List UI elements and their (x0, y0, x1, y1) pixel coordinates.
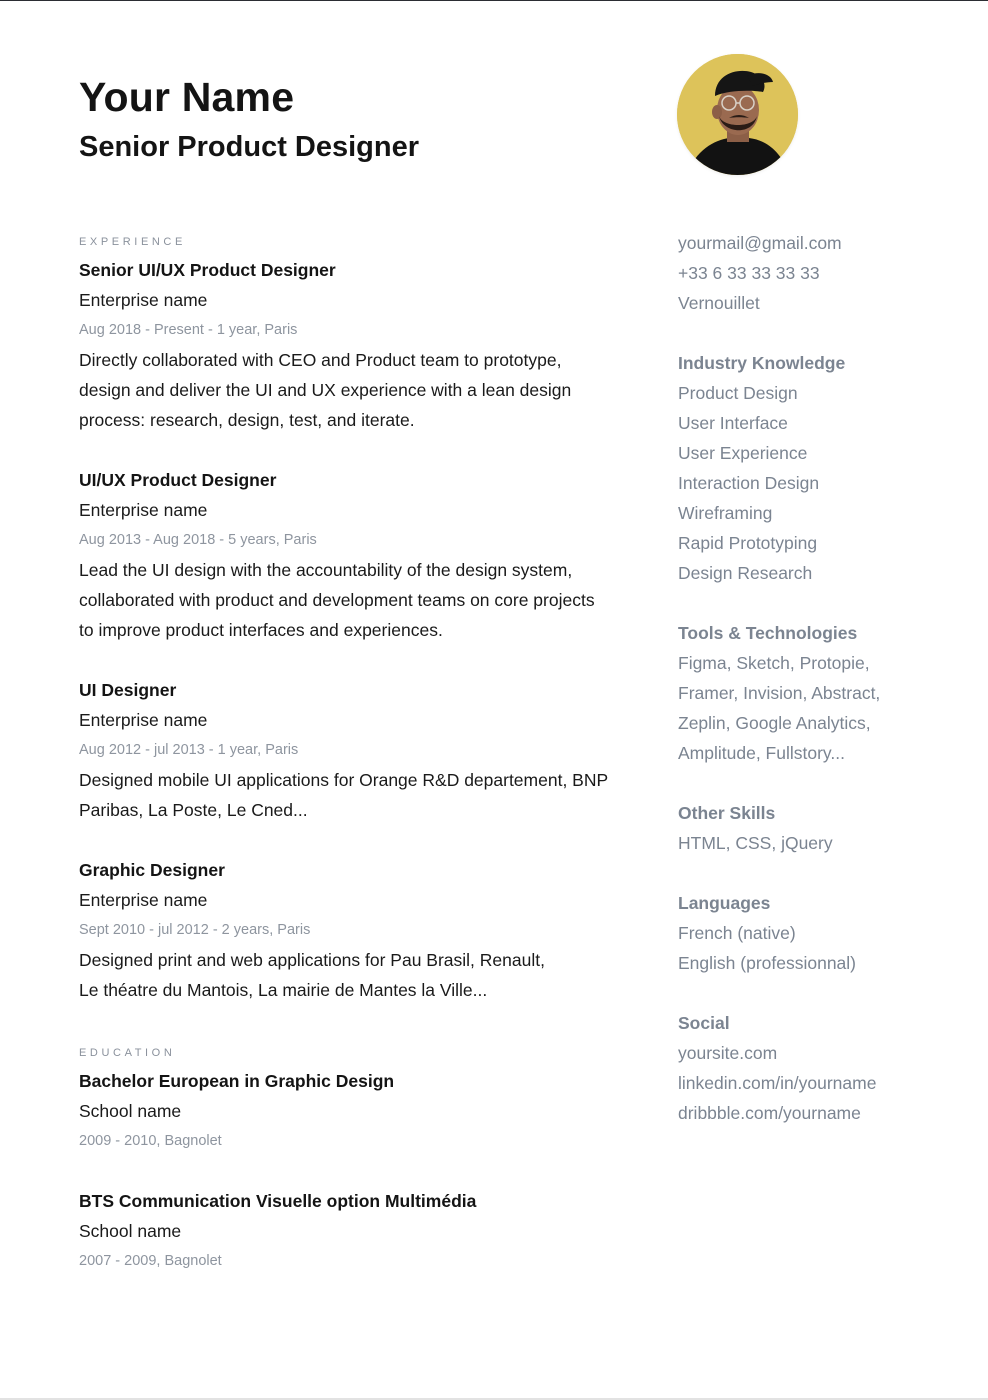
job-title: UI/UX Product Designer (79, 470, 277, 490)
social-heading: Social (678, 1013, 730, 1033)
profile-photo (677, 54, 798, 175)
job-dates: Aug 2013 - Aug 2018 - 5 years, Paris (79, 532, 317, 548)
education-entry (79, 1066, 649, 1156)
job-description-line: Le théatre du Mantois, La mairie de Mantes la Ville... (79, 980, 488, 1000)
company-name: Enterprise name (79, 890, 208, 910)
tools-line: Amplitude, Fullstory... (678, 743, 845, 763)
job-description (79, 945, 649, 1005)
industry-knowledge-block (678, 348, 978, 588)
tools-line: Figma, Sketch, Protopie, (678, 653, 870, 673)
languages-block (678, 888, 978, 978)
other-skill-item: HTML, CSS, jQuery (678, 833, 833, 853)
education-entry (79, 1186, 649, 1276)
job-title: Graphic Designer (79, 860, 225, 880)
skill-item: Product Design (678, 383, 798, 403)
job-description-line: process: research, design, test, and iterate. (79, 410, 415, 430)
tools-heading: Tools & Technologies (678, 623, 858, 643)
job-description-line: Paribas, La Poste, Le Cned... (79, 800, 308, 820)
job-description-line: collaborated with product and development teams on core projects (79, 590, 595, 610)
language-item: French (native) (678, 923, 796, 943)
education-dates: 2009 - 2010, Bagnolet (79, 1133, 222, 1149)
tools-block (678, 618, 978, 768)
job-description-line: Directly collaborated with CEO and Product team to prototype, (79, 350, 562, 370)
job-dates: Aug 2018 - Present - 1 year, Paris (79, 322, 298, 338)
job-description (79, 765, 649, 825)
experience-entry (79, 255, 649, 435)
company-name: Enterprise name (79, 710, 208, 730)
education-heading: EDUCATION (79, 1047, 176, 1059)
top-border (0, 0, 988, 1)
job-dates: Sept 2010 - jul 2012 - 2 years, Paris (79, 922, 311, 938)
skill-item: Wireframing (678, 503, 773, 523)
job-title: UI Designer (79, 680, 177, 700)
job-title: Senior UI/UX Product Designer (79, 260, 336, 280)
website-link[interactable]: yoursite.com (678, 1043, 778, 1063)
experience-entry (79, 855, 649, 1005)
company-name: Enterprise name (79, 500, 208, 520)
linkedin-link[interactable]: linkedin.com/in/yourname (678, 1073, 877, 1093)
job-description-line: to improve product interfaces and experiences. (79, 620, 443, 640)
school-name: School name (79, 1221, 182, 1241)
social-block (678, 1008, 978, 1128)
job-description-line: Designed mobile UI applications for Orange R&D departement, BNP (79, 770, 609, 790)
job-description-line: Lead the UI design with the accountability of the design system, (79, 560, 573, 580)
candidate-title: Senior Product Designer (79, 131, 420, 163)
school-name: School name (79, 1101, 182, 1121)
job-description-line: design and deliver the UI and UX experience with a lean design (79, 380, 572, 400)
location: Vernouillet (678, 293, 760, 313)
degree-title: Bachelor European in Graphic Design (79, 1071, 395, 1091)
phone-link[interactable]: +33 6 33 33 33 33 (678, 263, 820, 283)
experience-heading: EXPERIENCE (79, 236, 186, 248)
degree-title: BTS Communication Visuelle option Multimédia (79, 1191, 477, 1211)
skill-item: User Interface (678, 413, 788, 433)
language-item: English (professionnal) (678, 953, 857, 973)
languages-heading: Languages (678, 893, 771, 913)
tools-line: Zeplin, Google Analytics, (678, 713, 871, 733)
industry-knowledge-heading: Industry Knowledge (678, 353, 846, 373)
job-description-line: Designed print and web applications for Pau Brasil, Renault, (79, 950, 545, 970)
skill-item: Design Research (678, 563, 813, 583)
company-name: Enterprise name (79, 290, 208, 310)
avatar-portrait-icon (677, 54, 798, 175)
dribbble-link[interactable]: dribbble.com/yourname (678, 1103, 861, 1123)
job-description (79, 345, 649, 435)
other-skills-block (678, 798, 978, 858)
tools-line: Framer, Invision, Abstract, (678, 683, 881, 703)
job-description (79, 555, 649, 645)
other-skills-heading: Other Skills (678, 803, 776, 823)
experience-entry (79, 675, 649, 825)
contact-block (678, 228, 978, 318)
email-link[interactable]: yourmail@gmail.com (678, 233, 842, 253)
candidate-name: Your Name (79, 74, 295, 120)
education-dates: 2007 - 2009, Bagnolet (79, 1253, 222, 1269)
skill-item: User Experience (678, 443, 808, 463)
skill-item: Interaction Design (678, 473, 820, 493)
job-dates: Aug 2012 - jul 2013 - 1 year, Paris (79, 742, 299, 758)
skill-item: Rapid Prototyping (678, 533, 818, 553)
experience-entry (79, 465, 649, 645)
